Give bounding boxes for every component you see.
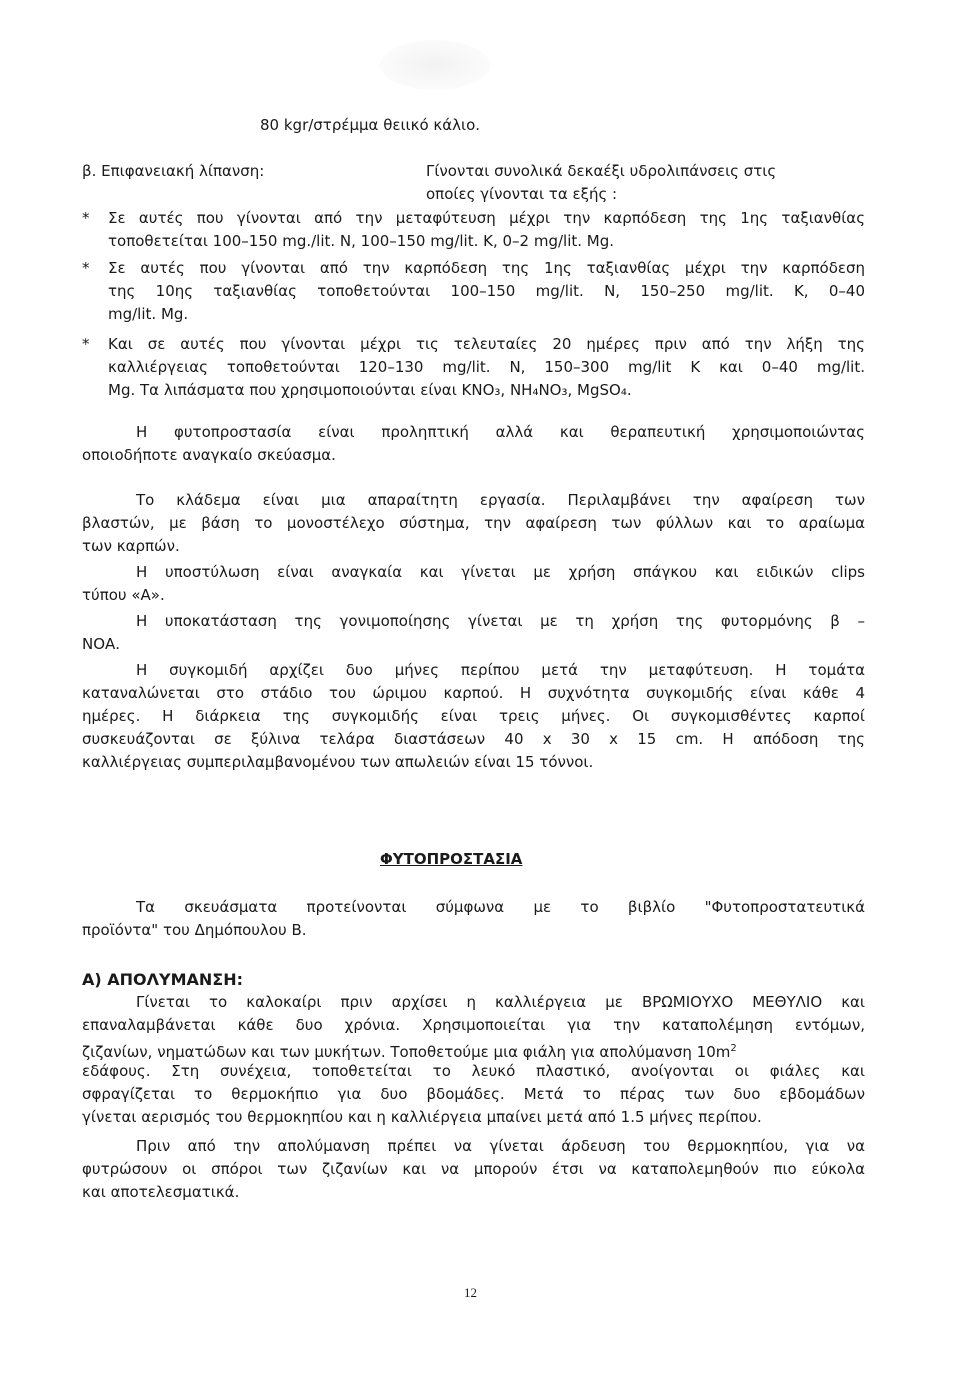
top-line: 80 kgr/στρέμμα θειικό κάλιο.	[260, 116, 481, 134]
para-harvest-line-3: ημέρες. Η διάρκεια της συγκομιδής είναι τρεις μήνες. Οι συγκομισθέντες καρποί	[82, 707, 865, 725]
bullet-3-line-2: καλλιέργειας τοποθετούνται 120–130 mg/lit. N, 150–300 mg/lit K και 0–40 mg/lit.	[108, 358, 865, 376]
para-disinfection-line-2: επαναλαμβάνεται κάθε δυο χρόνια. Χρησιμοποιείται για την καταπολέμηση εντόμων,	[82, 1016, 865, 1034]
bullet-2-symbol: *	[82, 259, 90, 277]
para-pruning-line-3: των καρπών.	[82, 537, 180, 555]
para-watering-line-3: και αποτελεσματικά.	[82, 1183, 240, 1201]
heading-fytoprostasia: ΦΥΤΟΠΡΟΣΤΑΣΙΑ	[380, 850, 523, 868]
page-number: 12	[464, 1285, 477, 1300]
para-harvest-line-4: συσκευάζονται σε ξύλινα τελάρα διαστάσεων 40 x 30 x 15 cm. Η απόδοση της	[82, 730, 865, 748]
para-watering-line-2: φυτρώσουν οι σπόροι των ζιζανίων και να μπορούν έτσι να καταπολεμηθούν πιο εύκολα	[82, 1160, 865, 1178]
bullet-3-line-1: Και σε αυτές που γίνονται μέχρι τις τελευταίες 20 ημέρες πριν από την λήξη της	[108, 335, 865, 353]
para-disinfection-line-4: εδάφους. Στη συνέχεια, τοποθετείται το λευκό πλαστικό, ανοίγονται οι φιάλες και	[82, 1062, 865, 1080]
para-pollination-line-2: ΝΟΑ.	[82, 635, 121, 653]
para-products-line-1: Τα σκευάσματα προτείνονται σύμφωνα με το βιβλίο "Φυτοπροστατευτικά	[136, 898, 865, 916]
para-products-line-2: προϊόντα" του Δημόπουλου Β.	[82, 921, 307, 939]
bullet-3-symbol: *	[82, 335, 90, 353]
para-pollination-line-1: Η υποκατάσταση της γονιμοποίησης γίνεται με τη χρήση της φυτορμόνης β –	[136, 612, 865, 630]
para-harvest-line-5: καλλιέργειας συμπεριλαμβανομένου των απωλειών είναι 15 τόννοι.	[82, 753, 594, 771]
para-disinfection-line-5: σφραγίζεται το θερμοκήπιο για δυο βδομάδες. Μετά το πέρας των δυο εβδομάδων	[82, 1085, 865, 1103]
bullet-2-line-1: Σε αυτές που γίνονται από την καρπόδεση της 1ης ταξιανθίας μέχρι την καρπόδεση	[108, 259, 865, 277]
bullet-2-line-2: της 10ης ταξιανθίας τοποθετούνται 100–150 mg/lit. N, 150–250 mg/lit. K, 0–40	[108, 282, 865, 300]
bullet-1-symbol: *	[82, 209, 90, 227]
heading-a-disinfection: Α) ΑΠΟΛΥΜΑΝΣΗ:	[82, 970, 244, 989]
bullet-1-line-2: τοποθετείται 100–150 mg./lit. N, 100–150 mg/lit. K, 0–2 mg/lit. Mg.	[108, 232, 615, 250]
para-pruning-line-1: Το κλάδεμα είναι μια απαραίτητη εργασία. Περιλαμβάνει την αφαίρεση των	[136, 491, 865, 509]
scan-smudge	[380, 40, 490, 90]
section-b-label: β. Επιφανειακή λίπανση:	[82, 162, 265, 180]
para-support-line-2: τύπου «Α».	[82, 586, 165, 604]
bullet-2-line-3: mg/lit. Mg.	[108, 305, 189, 323]
section-b-right-1: Γίνονται συνολικά δεκαέξι υδρολιπάνσεις στις	[426, 162, 777, 180]
para-disinfection-line-3-text: ζιζανίων, νηματώδων και των μυκήτων. Τοποθετούμε μια φιάλη για απολύμανση 10m	[82, 1043, 731, 1061]
para-support-line-1: Η υποστύλωση είναι αναγκαία και γίνεται με χρήση σπάγκου και ειδικών clips	[136, 563, 865, 581]
para-harvest-line-1: Η συγκομιδή αρχίζει δυο μήνες περίπου μετά την μεταφύτευση. Η τομάτα	[136, 661, 865, 679]
para-disinfection-line-1: Γίνεται το καλοκαίρι πριν αρχίσει η καλλιέργεια με ΒΡΩΜΙΟΥΧΟ ΜΕΘΥΛΙΟ και	[136, 993, 865, 1011]
bullet-1-line-1: Σε αυτές που γίνονται από την μεταφύτευση μέχρι την καρπόδεση της 1ης ταξιανθίας	[108, 209, 865, 227]
para-watering-line-1: Πριν από την απολύμανση πρέπει να γίνεται άρδευση του θερμοκηπίου, για να	[136, 1137, 865, 1155]
para-plant-protection-line-1: Η φυτοπροστασία είναι προληπτική αλλά και θεραπευτική χρησιμοποιώντας	[136, 423, 865, 441]
para-harvest-line-2: καταναλώνεται στο στάδιο του ώριμου καρπού. Η συχνότητα συγκομιδής είναι κάθε 4	[82, 684, 865, 702]
para-pruning-line-2: βλαστών, με βάση το μονοστέλεχο σύστημα, την αφαίρεση των φύλλων και το αραίωμα	[82, 514, 865, 532]
bullet-3-line-3: Mg. Τα λιπάσματα που χρησιμοποιούνται είναι KNO₃, NH₄NO₃, MgSO₄.	[108, 381, 632, 399]
section-b-right-2: οποίες γίνονται τα εξής :	[426, 185, 618, 203]
para-plant-protection-line-2: οποιοδήποτε αναγκαίο σκεύασμα.	[82, 446, 336, 464]
superscript-squared: 2	[730, 1043, 737, 1054]
para-disinfection-line-6: γίνεται αερισμός του θερμοκηπίου και η καλλιέργεια μπαίνει μετά από 1.5 μήνες περίπου.	[82, 1108, 762, 1126]
